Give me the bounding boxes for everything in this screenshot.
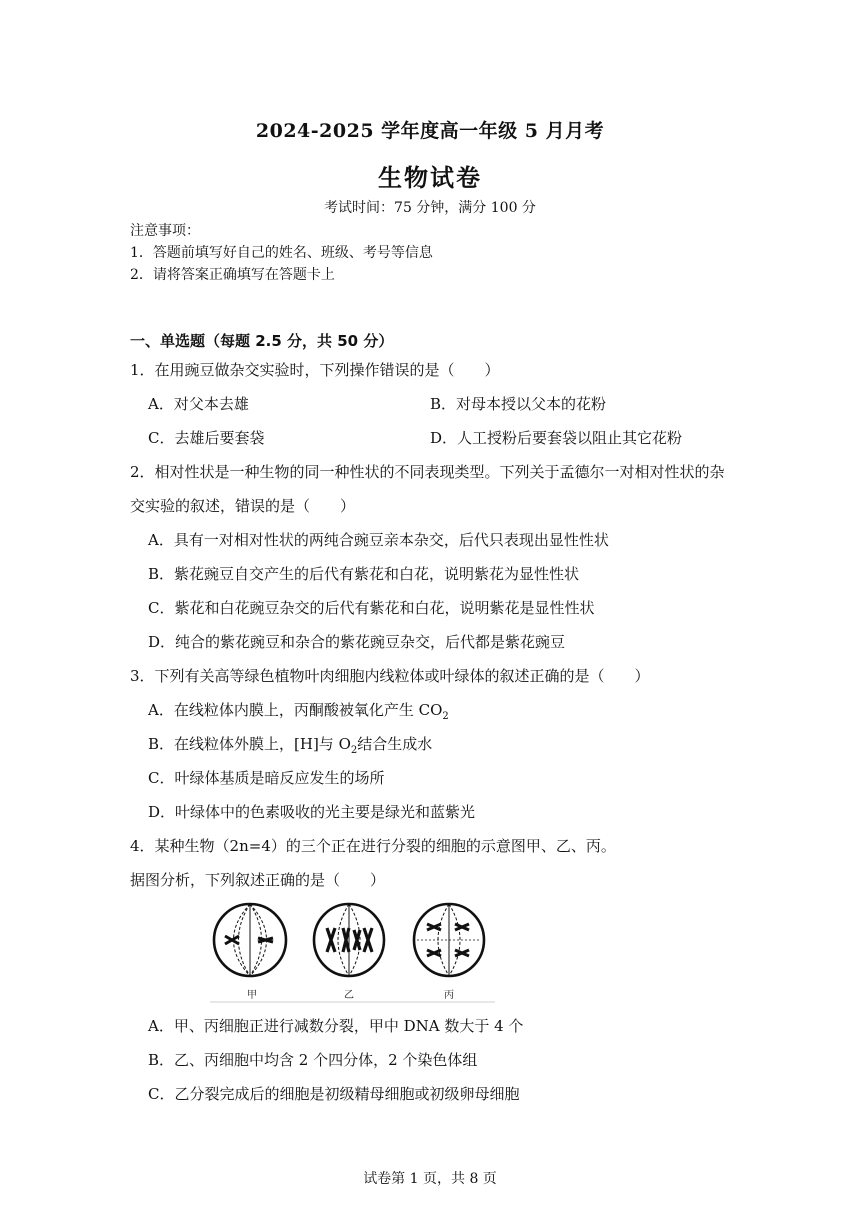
exam-info: 考试时间：75 分钟，满分 100 分 — [324, 200, 536, 216]
option-b: B．紫花豌豆自交产生的后代有紫花和白花，说明紫花为显性性状 — [148, 565, 580, 583]
notice-item: 1．答题前填写好自己的姓名、班级、考号等信息 — [130, 245, 433, 261]
cell-bing — [414, 904, 484, 976]
page-footer: 试卷第 1 页，共 8 页 — [363, 1171, 497, 1187]
option-c: C．叶绿体基质是暗反应发生的场所 — [148, 769, 385, 787]
cell-division-figure — [205, 898, 495, 1006]
option-b: B．在线粒体外膜上，[H]与 $O_2$结合生成水 — [148, 735, 433, 756]
option-b: B．对母本授以父本的花粉 — [430, 395, 607, 413]
option-c: C．紫花和白花豌豆杂交的后代有紫花和白花，说明紫花是显性性状 — [148, 599, 595, 617]
option-a: A．甲、丙细胞正进行减数分裂，甲中 DNA 数大于 4 个 — [148, 1017, 524, 1035]
cell-jia — [214, 904, 286, 976]
option-d: D．叶绿体中的色素吸收的光主要是绿光和蓝紫光 — [148, 803, 476, 821]
question-stem: 2．相对性状是一种生物的同一种性状的不同表现类型。下列关于孟德尔一对相对性状的杂 — [130, 463, 725, 481]
question-stem-cont: 交实验的叙述，错误的是（ ） — [130, 497, 356, 515]
figure-label: 甲 — [247, 990, 257, 1001]
cell-yi — [314, 904, 384, 976]
option-c: C．乙分裂完成后的细胞是初级精母细胞或初级卵母细胞 — [148, 1085, 520, 1103]
question-stem: 4．某种生物（2n=4）的三个正在进行分裂的细胞的示意图甲、乙、丙。 — [130, 837, 616, 855]
option-c: C．去雄后要套袋 — [148, 429, 265, 447]
notice-heading: 注意事项： — [130, 223, 200, 239]
subject-title: 生物试卷 — [378, 163, 482, 192]
question-stem: 3．下列有关高等绿色植物叶肉细胞内线粒体或叶绿体的叙述正确的是（ ） — [130, 667, 650, 685]
option-a: A．具有一对相对性状的两纯合豌豆亲本杂交，后代只表现出显性性状 — [148, 531, 609, 549]
figure-label: 乙 — [344, 990, 354, 1001]
question-stem-cont: 据图分析，下列叙述正确的是（ ） — [130, 871, 386, 889]
option-d: D．人工授粉后要套袋以阻止其它花粉 — [430, 429, 683, 447]
option-d: D．纯合的紫花豌豆和杂合的紫花豌豆杂交，后代都是紫花豌豆 — [148, 633, 566, 651]
figure-label: 丙 — [444, 990, 454, 1001]
exam-title: 2024-2025 学年度高一年级 5 月月考 — [255, 120, 605, 142]
option-b: B．乙、丙细胞中均含 2 个四分体，2 个染色体组 — [148, 1051, 478, 1069]
option-a: A．在线粒体内膜上，丙酮酸被氧化产生 $CO_2$ — [148, 701, 449, 722]
notice-item: 2．请将答案正确填写在答题卡上 — [130, 267, 335, 283]
option-a: A．对父本去雄 — [148, 395, 249, 413]
section-heading: 一、单选题（每题 2.5 分，共 50 分） — [130, 332, 394, 350]
question-stem: 1．在用豌豆做杂交实验时，下列操作错误的是（ ） — [130, 361, 500, 379]
